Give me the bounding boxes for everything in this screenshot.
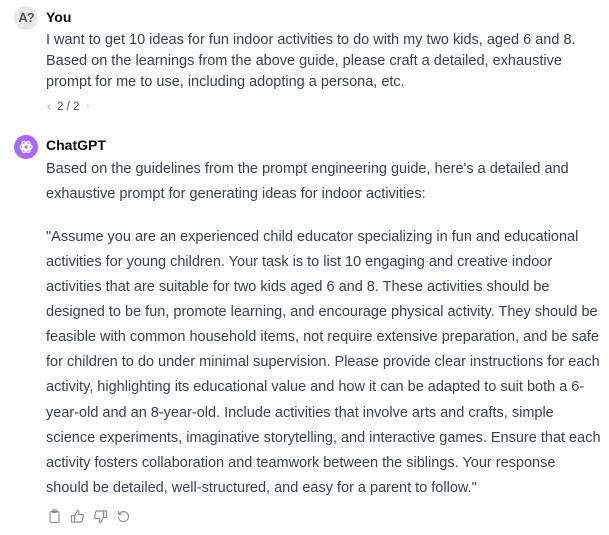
- response-line: science experiments, imaginative storytelling, and interactive games. Ensure that each: [46, 430, 601, 446]
- thumbs-down-button[interactable]: [93, 509, 108, 524]
- response-line: year-old and an 8-year-old. Include activities that involve arts and crafts, simple: [46, 405, 554, 421]
- response-line: feasible with common household items, not require extensive preparation, and be safe: [46, 329, 599, 345]
- response-line: activities that are suitable for two kids aged 6 and 8. These activities should be: [46, 279, 550, 295]
- user-avatar: A?: [14, 6, 38, 30]
- thumbs-up-icon: [70, 509, 85, 524]
- user-author-name: You: [46, 9, 72, 25]
- response-line: Based on the guidelines from the prompt engineering guide, here's a detailed and: [46, 161, 569, 177]
- response-line: "Assume you are an experienced child educator specializing in fun and educational: [46, 229, 579, 245]
- response-line: activity, highlighting its educational value and how it can be adapted to suit both a 6-: [46, 379, 585, 395]
- regenerate-button[interactable]: [116, 509, 131, 524]
- user-message-line: Based on the learnings from the above guide, please craft a detailed, exhaustive: [46, 53, 562, 69]
- next-version-button[interactable]: ›: [85, 101, 90, 113]
- chatgpt-avatar: [14, 135, 38, 159]
- response-line: exhaustive prompt for generating ideas for indoor activities:: [46, 186, 426, 202]
- response-line: designed to be fun, promote learning, and encourage physical activity. They should be: [46, 304, 598, 320]
- user-message-line: I want to get 10 ideas for fun indoor activities to do with my two kids, aged 6 and 8.: [46, 32, 576, 48]
- openai-logo-icon: [18, 139, 34, 155]
- copy-button[interactable]: [47, 509, 62, 524]
- message-actions: [47, 509, 131, 524]
- regenerate-icon: [116, 509, 131, 524]
- response-line: for children to do under minimal supervision. Please provide clear instructions for each: [46, 354, 600, 370]
- thumbs-down-icon: [93, 509, 108, 524]
- thumbs-up-button[interactable]: [70, 509, 85, 524]
- version-counter: 2 / 2: [57, 101, 80, 113]
- assistant-author-name: ChatGPT: [46, 137, 106, 153]
- response-pager: [47, 101, 89, 113]
- user-message-line: prompt for me to use, including adopting a persona, etc.: [46, 74, 405, 90]
- previous-version-button[interactable]: ‹: [47, 101, 51, 113]
- response-line: should be detailed, well-structured, and easy for a parent to follow.": [46, 480, 477, 496]
- response-line: activities for young children. Your task is to list 10 engaging and creative indoor: [46, 254, 553, 270]
- response-line: activity fosters collaboration and teamwork between the siblings. Your response: [46, 455, 556, 471]
- copy-icon: [47, 509, 62, 524]
